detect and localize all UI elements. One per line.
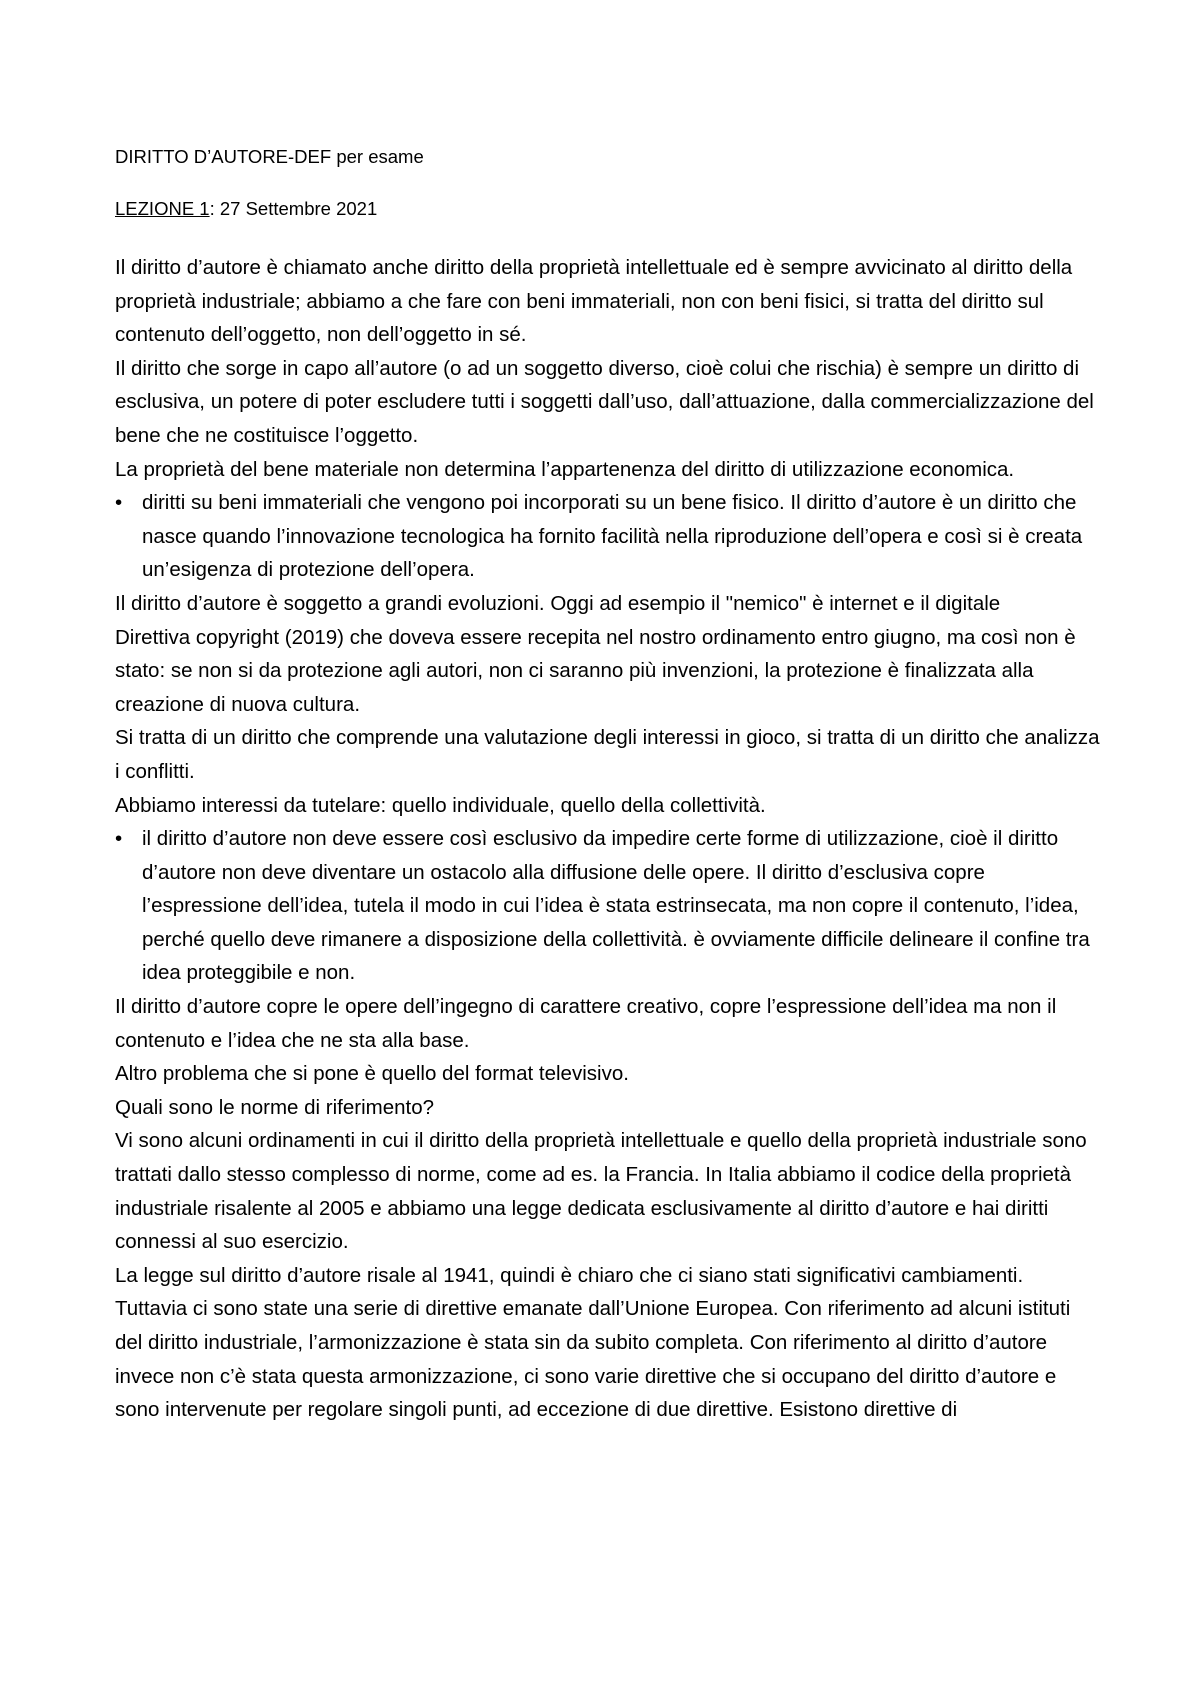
bullet-mark: • — [115, 491, 123, 515]
bullet-mark: • — [115, 827, 123, 851]
bullet-item — [115, 822, 1100, 990]
paragraph: Si tratta di un diritto che comprende una valutazione degli interessi in gioco, si tratta di un diritto che analizza i conflitti. — [115, 726, 1100, 783]
paragraph: Altro problema che si pone è quello del format televisivo. — [115, 1062, 629, 1086]
paragraph: La legge sul diritto d’autore risale al 1941, quindi è chiaro che ci siano stati significativi cambiamenti. Tuttavia ci sono state una serie di direttive emanate dall’Unione Europea. Con riferimento ad alcuni istituti del diritto industriale, l’armonizzazione è stata sin da subito completa. Con riferimento al diritto d’autore invece non c’è stata questa armonizzazione, ci sono varie direttive che si occupano del diritto d’autore e sono intervenute per regolare singoli punti, ad eccezione di due direttive. Esistono direttive di — [115, 1263, 1071, 1422]
lesson-heading — [115, 199, 1100, 219]
document-title: DIRITTO D’AUTORE-DEF per esame — [115, 146, 424, 167]
lesson-label: LEZIONE 1 — [115, 198, 210, 219]
paragraph: Il diritto d’autore è chiamato anche diritto della proprietà intellettuale ed è sempre avvicinato al diritto della proprietà industriale; abbiamo a che fare con beni immateriali, non con beni fisici, si tratta del diritto sul contenuto dell’oggetto, non dell’oggetto in sé. — [115, 256, 1073, 347]
document-page — [115, 147, 1100, 1427]
bullet-text: diritti su beni immateriali che vengono poi incorporati su un bene fisico. Il diritto d’autore è un diritto che nasce quando l’innovazione tecnologica ha fornito facilità nella riproduzione dell’opera e così si è creata un’esigenza di protezione dell’opera. — [142, 491, 1083, 582]
bullet-text: il diritto d’autore non deve essere così esclusivo da impedire certe forme di utilizzazione, cioè il diritto d’autore non deve diventare un ostacolo alla diffusione delle opere. Il diritto d’esclusiva copre l’espressione dell’idea, tutela il modo in cui l’idea è stata estrinsecata, ma non copre il contenuto, l’idea, perché quello deve rimanere a disposizione della collettività. è ovviamente difficile delineare il confine tra idea proteggibile e non. — [142, 827, 1090, 985]
lesson-date: : 27 Settembre 2021 — [209, 198, 378, 219]
bullet-item — [115, 486, 1100, 587]
paragraph: Il diritto che sorge in capo all’autore (o ad un soggetto diverso, cioè colui che rischia) è sempre un diritto di esclusiva, un potere di poter escludere tutti i soggetti dall’uso, dall’attuazione, dalla commercializzazione del bene che ne costituisce l’oggetto. — [115, 356, 1094, 447]
paragraph: Il diritto d’autore è soggetto a grandi evoluzioni. Oggi ad esempio il "nemico" è internet e il digitale — [115, 591, 1001, 615]
paragraph: Quali sono le norme di riferimento? — [115, 1095, 435, 1119]
document-body — [115, 251, 1100, 1427]
paragraph: Direttiva copyright (2019) che doveva essere recepita nel nostro ordinamento entro giugno, ma così non è stato: se non si da protezione agli autori, non ci saranno più invenzioni, la protezione è finalizzata alla creazione di nuova cultura. — [115, 625, 1076, 716]
paragraph: Vi sono alcuni ordinamenti in cui il diritto della proprietà intellettuale e quello della proprietà industriale sono trattati dallo stesso complesso di norme, come ad es. la Francia. In Italia abbiamo il codice della proprietà industriale risalente al 2005 e abbiamo una legge dedicata esclusivamente al diritto d’autore e hai diritti connessi al suo esercizio. — [115, 1129, 1087, 1254]
paragraph: Il diritto d’autore copre le opere dell’ingegno di carattere creativo, copre l’espressione dell’idea ma non il contenuto e l’idea che ne sta alla base. — [115, 995, 1057, 1052]
paragraph: La proprietà del bene materiale non determina l’appartenenza del diritto di utilizzazione economica. — [115, 457, 1015, 481]
paragraph: Abbiamo interessi da tutelare: quello individuale, quello della collettività. — [115, 793, 766, 817]
